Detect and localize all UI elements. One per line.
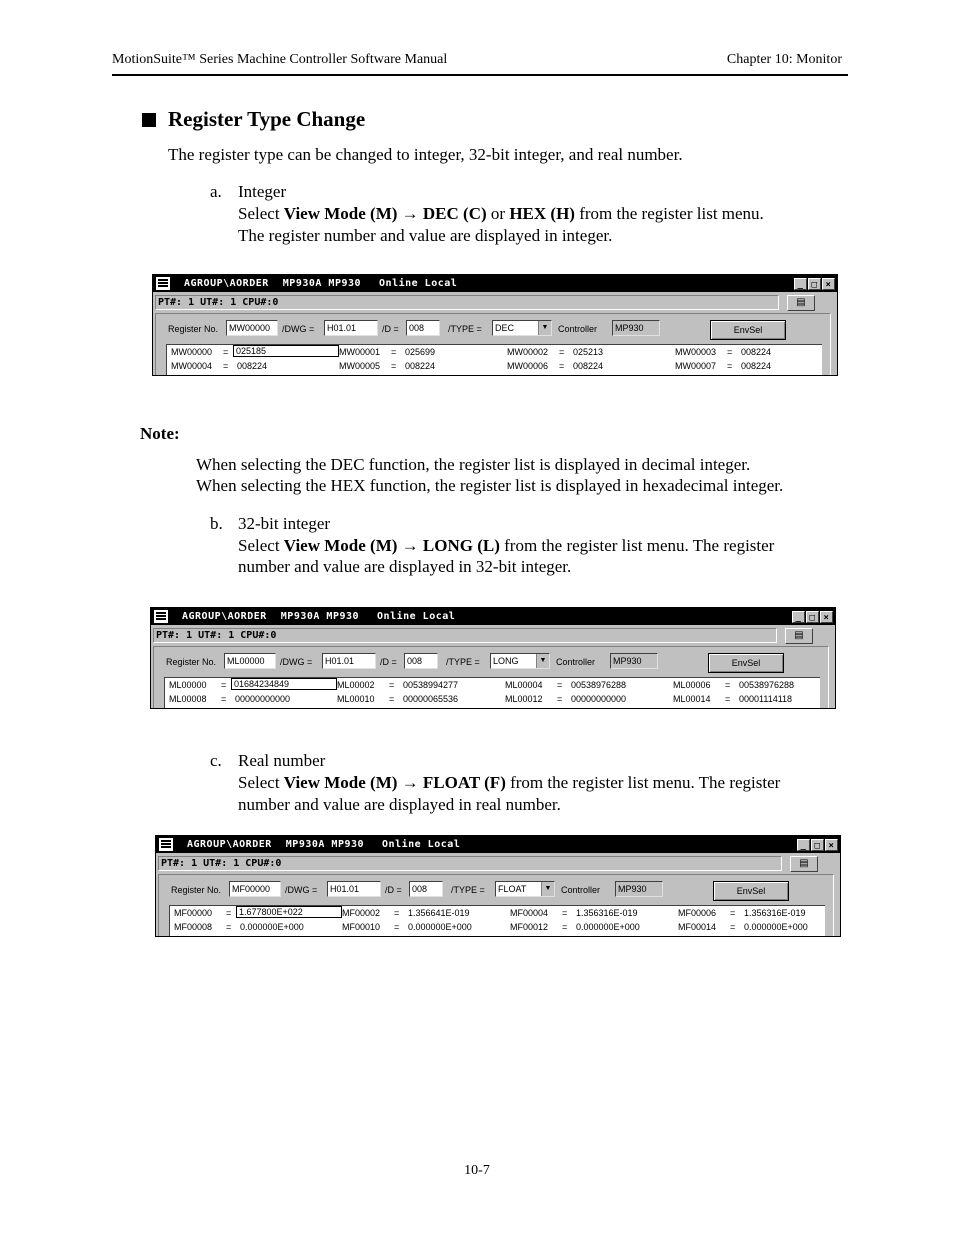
chevron-down-icon[interactable]: ▼ bbox=[538, 321, 551, 335]
register-no-input[interactable]: MW00000 bbox=[226, 320, 278, 336]
register-list bbox=[166, 344, 822, 376]
equals-sign: = bbox=[391, 347, 397, 357]
title-path: AGROUP\AORDER bbox=[182, 611, 267, 622]
register-value[interactable]: 00538976288 bbox=[739, 680, 795, 690]
register-list-window-long bbox=[150, 607, 836, 709]
register-no-label: Register No. bbox=[166, 657, 217, 667]
register-address[interactable]: MW00006 bbox=[507, 361, 549, 371]
app-menu-icon[interactable] bbox=[154, 610, 168, 623]
title-state: Online Local bbox=[377, 611, 456, 622]
register-no-label: Register No. bbox=[168, 324, 219, 334]
register-address[interactable]: MW00002 bbox=[507, 347, 549, 357]
register-address[interactable]: ML00006 bbox=[673, 680, 711, 690]
type-value: DEC bbox=[495, 323, 515, 333]
register-address[interactable]: ML00002 bbox=[337, 680, 375, 690]
title-bar[interactable] bbox=[153, 275, 837, 292]
item-c-instruction: Select View Mode (M) → FLOAT (F) from the register list menu. The register bbox=[238, 773, 781, 792]
register-list bbox=[169, 905, 825, 937]
section-title: Register Type Change bbox=[168, 107, 366, 131]
equals-sign: = bbox=[394, 922, 400, 932]
section-intro: The register type can be changed to integer, 32-bit integer, and real number. bbox=[168, 145, 683, 164]
register-address[interactable]: MF00014 bbox=[678, 922, 717, 932]
register-address[interactable]: MW00004 bbox=[171, 361, 213, 371]
controller-label: Controller bbox=[558, 324, 598, 334]
equals-sign: = bbox=[221, 694, 227, 704]
register-value[interactable]: 0.000000E+000 bbox=[240, 922, 304, 932]
title-state: Online Local bbox=[379, 278, 458, 289]
register-no-label: Register No. bbox=[171, 885, 222, 895]
register-address[interactable]: MF00012 bbox=[510, 922, 549, 932]
status-path: PT#: 1 UT#: 1 CPU#:0 bbox=[158, 856, 782, 871]
equals-sign: = bbox=[727, 347, 733, 357]
envsel-button[interactable]: EnvSel bbox=[708, 653, 784, 673]
header-rule bbox=[112, 74, 848, 76]
register-value[interactable]: 1.677800E+022 bbox=[236, 906, 342, 918]
register-address[interactable]: MW00007 bbox=[675, 361, 717, 371]
running-header-title: MotionSuite™ Series Machine Controller Software Manual bbox=[112, 52, 448, 67]
item-c-description: number and value are displayed in real number. bbox=[238, 795, 561, 814]
register-address[interactable]: MF00004 bbox=[510, 908, 549, 918]
equals-sign: = bbox=[389, 694, 395, 704]
title-bar[interactable] bbox=[156, 836, 840, 853]
dwg-label: /DWG = bbox=[282, 324, 315, 334]
equals-sign: = bbox=[562, 922, 568, 932]
equals-sign: = bbox=[557, 680, 563, 690]
note-line-dec: When selecting the DEC function, the register list is displayed in decimal integer. bbox=[196, 455, 751, 474]
square-bullet-icon bbox=[142, 113, 156, 127]
register-no-input[interactable]: ML00000 bbox=[224, 653, 276, 669]
register-address[interactable]: MW00000 bbox=[171, 347, 213, 357]
equals-sign: = bbox=[221, 680, 227, 690]
item-c-marker: c. bbox=[210, 751, 222, 770]
dwg-input[interactable]: H01.01 bbox=[327, 881, 381, 897]
register-value[interactable]: 008224 bbox=[573, 361, 604, 371]
register-address[interactable]: MF00010 bbox=[342, 922, 381, 932]
controller-label: Controller bbox=[561, 885, 601, 895]
controller-field: MP930 bbox=[610, 653, 658, 669]
register-value[interactable]: 0.000000E+000 bbox=[744, 922, 808, 932]
register-address[interactable]: MW00003 bbox=[675, 347, 717, 357]
title-model: MP930A MP930 bbox=[285, 839, 365, 850]
equals-sign: = bbox=[557, 694, 563, 704]
register-value[interactable]: 00538994277 bbox=[403, 680, 459, 690]
equals-sign: = bbox=[389, 680, 395, 690]
title-path: AGROUP\AORDER bbox=[184, 278, 269, 289]
item-c-title: Real number bbox=[238, 751, 326, 770]
equals-sign: = bbox=[391, 361, 397, 371]
register-address[interactable]: MF00000 bbox=[174, 908, 213, 918]
register-panel bbox=[158, 874, 834, 936]
item-a-marker: a. bbox=[210, 182, 222, 201]
register-address[interactable]: MF00002 bbox=[342, 908, 381, 918]
minimize-button[interactable]: _ bbox=[797, 839, 810, 851]
register-value[interactable]: 0.000000E+000 bbox=[408, 922, 472, 932]
d-input[interactable]: 008 bbox=[409, 881, 443, 897]
register-panel bbox=[155, 313, 831, 375]
d-input[interactable]: 008 bbox=[404, 653, 438, 669]
register-address[interactable]: ML00014 bbox=[673, 694, 711, 704]
title-bar[interactable] bbox=[151, 608, 835, 625]
equals-sign: = bbox=[559, 347, 565, 357]
type-label: /TYPE = bbox=[448, 324, 482, 334]
equals-sign: = bbox=[725, 680, 731, 690]
dwg-input[interactable]: H01.01 bbox=[322, 653, 376, 669]
chevron-down-icon[interactable]: ▼ bbox=[541, 882, 554, 896]
type-label: /TYPE = bbox=[451, 885, 485, 895]
equals-sign: = bbox=[562, 908, 568, 918]
toolbar-icon[interactable]: ▤ bbox=[785, 628, 813, 644]
dwg-input[interactable]: H01.01 bbox=[324, 320, 378, 336]
equals-sign: = bbox=[559, 361, 565, 371]
equals-sign: = bbox=[730, 908, 736, 918]
register-no-input[interactable]: MF00000 bbox=[229, 881, 281, 897]
maximize-button[interactable]: □ bbox=[808, 278, 821, 290]
register-value[interactable]: 1.356316E-019 bbox=[744, 908, 806, 918]
register-value[interactable]: 00000065536 bbox=[403, 694, 459, 704]
equals-sign: = bbox=[727, 361, 733, 371]
register-value[interactable]: 00000000000 bbox=[235, 694, 291, 704]
register-address[interactable]: MF00008 bbox=[174, 922, 213, 932]
equals-sign: = bbox=[226, 908, 232, 918]
app-menu-icon[interactable] bbox=[159, 838, 173, 851]
type-value: FLOAT bbox=[498, 884, 527, 894]
register-value[interactable]: 008224 bbox=[741, 361, 772, 371]
register-value[interactable]: 00000000000 bbox=[571, 694, 627, 704]
equals-sign: = bbox=[730, 922, 736, 932]
type-value: LONG bbox=[493, 656, 519, 666]
d-label: /D = bbox=[380, 657, 397, 667]
register-address[interactable]: ML00004 bbox=[505, 680, 543, 690]
item-b-instruction: Select View Mode (M) → LONG (L) from the register list menu. The register bbox=[238, 536, 775, 555]
register-list bbox=[164, 677, 820, 709]
d-label: /D = bbox=[382, 324, 399, 334]
title-model: MP930A MP930 bbox=[282, 278, 362, 289]
controller-field: MP930 bbox=[615, 881, 663, 897]
type-select[interactable] bbox=[490, 653, 550, 669]
equals-sign: = bbox=[394, 908, 400, 918]
register-value[interactable]: 008224 bbox=[405, 361, 436, 371]
close-button[interactable]: × bbox=[825, 839, 838, 851]
toolbar-icon[interactable]: ▤ bbox=[787, 295, 815, 311]
register-value[interactable]: 025213 bbox=[573, 347, 604, 357]
register-value[interactable]: 00538976288 bbox=[571, 680, 627, 690]
note-line-hex: When selecting the HEX function, the register list is displayed in hexadecimal integer. bbox=[196, 476, 784, 495]
toolbar-icon[interactable]: ▤ bbox=[790, 856, 818, 872]
register-value[interactable]: 008224 bbox=[741, 347, 772, 357]
close-button[interactable]: × bbox=[820, 611, 833, 623]
item-b-title: 32-bit integer bbox=[238, 514, 331, 533]
register-value[interactable]: 00001114118 bbox=[739, 694, 793, 704]
close-button[interactable]: × bbox=[822, 278, 835, 290]
status-path: PT#: 1 UT#: 1 CPU#:0 bbox=[153, 628, 777, 643]
controller-label: Controller bbox=[556, 657, 596, 667]
register-address[interactable]: MW00005 bbox=[339, 361, 381, 371]
equals-sign: = bbox=[223, 347, 229, 357]
register-value[interactable]: 01684234849 bbox=[231, 678, 337, 690]
minimize-button[interactable]: _ bbox=[794, 278, 807, 290]
dwg-label: /DWG = bbox=[285, 885, 318, 895]
register-value[interactable]: 025699 bbox=[405, 347, 436, 357]
register-value[interactable]: 1.356641E-019 bbox=[408, 908, 470, 918]
app-menu-icon[interactable] bbox=[156, 277, 170, 290]
type-label: /TYPE = bbox=[446, 657, 480, 667]
item-a-title: Integer bbox=[238, 182, 287, 201]
note-label: Note: bbox=[140, 424, 180, 443]
register-address[interactable]: ML00000 bbox=[169, 680, 207, 690]
minimize-button[interactable]: _ bbox=[792, 611, 805, 623]
register-list-window-float bbox=[155, 835, 841, 937]
register-address[interactable]: MW00001 bbox=[339, 347, 381, 357]
item-a-description: The register number and value are displayed in integer. bbox=[238, 226, 613, 245]
register-value[interactable]: 008224 bbox=[237, 361, 268, 371]
register-address[interactable]: ML00008 bbox=[169, 694, 207, 704]
d-input[interactable]: 008 bbox=[406, 320, 440, 336]
status-path: PT#: 1 UT#: 1 CPU#:0 bbox=[155, 295, 779, 310]
equals-sign: = bbox=[226, 922, 232, 932]
chevron-down-icon[interactable]: ▼ bbox=[536, 654, 549, 668]
title-model: MP930A MP930 bbox=[280, 611, 360, 622]
envsel-button[interactable]: EnvSel bbox=[710, 320, 786, 340]
equals-sign: = bbox=[725, 694, 731, 704]
register-value[interactable]: 1.356316E-019 bbox=[576, 908, 638, 918]
type-select[interactable] bbox=[495, 881, 555, 897]
equals-sign: = bbox=[223, 361, 229, 371]
register-list-window-dec bbox=[152, 274, 838, 376]
maximize-button[interactable]: □ bbox=[811, 839, 824, 851]
section-heading bbox=[142, 107, 365, 132]
register-panel bbox=[153, 646, 829, 708]
maximize-button[interactable]: □ bbox=[806, 611, 819, 623]
item-b-description: number and value are displayed in 32-bit integer. bbox=[238, 557, 572, 576]
page-number: 10-7 bbox=[464, 1163, 490, 1178]
register-address[interactable]: ML00010 bbox=[337, 694, 375, 704]
type-select[interactable] bbox=[492, 320, 552, 336]
register-address[interactable]: MF00006 bbox=[678, 908, 717, 918]
running-header-chapter: Chapter 10: Monitor bbox=[726, 52, 842, 67]
item-b-marker: b. bbox=[210, 514, 223, 533]
register-value[interactable]: 025185 bbox=[233, 345, 339, 357]
controller-field: MP930 bbox=[612, 320, 660, 336]
dwg-label: /DWG = bbox=[280, 657, 313, 667]
title-path: AGROUP\AORDER bbox=[187, 839, 272, 850]
register-value[interactable]: 0.000000E+000 bbox=[576, 922, 640, 932]
item-a-instruction: Select View Mode (M) → DEC (C) or HEX (H) from the register list menu. bbox=[238, 204, 764, 223]
d-label: /D = bbox=[385, 885, 402, 895]
title-state: Online Local bbox=[382, 839, 461, 850]
envsel-button[interactable]: EnvSel bbox=[713, 881, 789, 901]
register-address[interactable]: ML00012 bbox=[505, 694, 543, 704]
